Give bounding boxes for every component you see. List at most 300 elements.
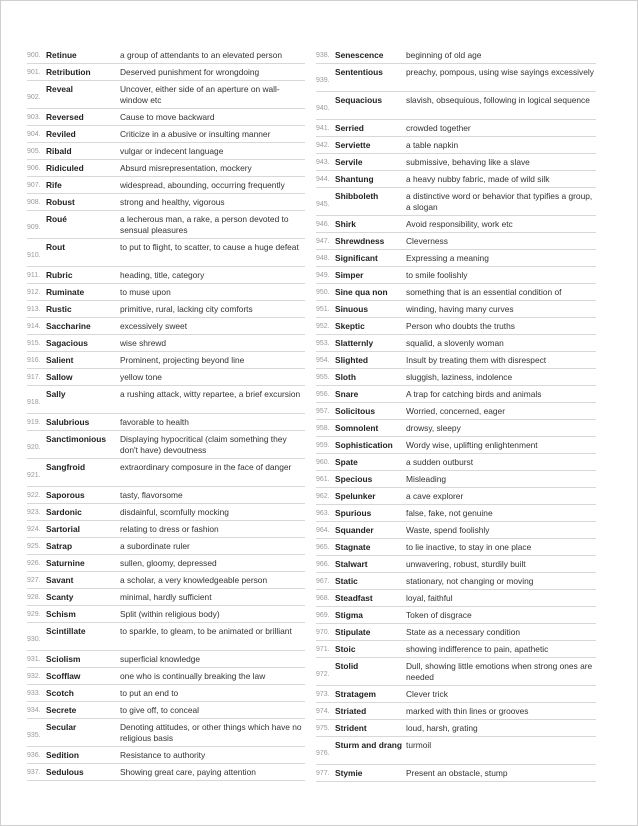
glossary-row xyxy=(316,250,596,267)
entry-word: Robust xyxy=(46,197,75,207)
glossary-row xyxy=(27,239,305,267)
entry-number: 961. xyxy=(316,476,330,483)
glossary-row xyxy=(316,284,596,301)
entry-definition: to put to flight, to scatter, to cause a huge defeat xyxy=(120,242,299,252)
glossary-row xyxy=(316,188,596,216)
glossary-row xyxy=(27,284,305,301)
entry-word: Stipulate xyxy=(335,627,371,637)
glossary-row xyxy=(27,459,305,487)
entry-word: Static xyxy=(335,576,358,586)
entry-number: 909. xyxy=(27,224,41,231)
entry-definition: Clever trick xyxy=(406,689,448,699)
entry-word: Shirk xyxy=(335,219,356,229)
entry-definition: something that is an essential condition of xyxy=(406,287,562,297)
entry-word: Secrete xyxy=(46,705,77,715)
glossary-row xyxy=(316,686,596,703)
entry-definition: crowded together xyxy=(406,123,471,133)
entry-definition: slavish, obsequious, following in logical sequence xyxy=(406,95,590,105)
entry-number: 940. xyxy=(316,105,330,112)
entry-word: Skeptic xyxy=(335,321,365,331)
entry-word: Shibboleth xyxy=(335,191,379,201)
entry-word: Sententious xyxy=(335,67,383,77)
glossary-row xyxy=(27,589,305,606)
glossary-row xyxy=(316,573,596,590)
entry-number: 947. xyxy=(316,238,330,245)
entry-number: 941. xyxy=(316,125,330,132)
entry-definition: showing indifference to pain, apathetic xyxy=(406,644,549,654)
entry-definition: Split (within religious body) xyxy=(120,609,220,619)
entry-number: 946. xyxy=(316,221,330,228)
entry-definition: widespread, abounding, occurring frequently xyxy=(120,180,285,190)
glossary-row xyxy=(316,369,596,386)
entry-word: Rubric xyxy=(46,270,73,280)
entry-number: 916. xyxy=(27,357,41,364)
entry-word: Sedulous xyxy=(46,767,84,777)
entry-word: Shrewdness xyxy=(335,236,385,246)
entry-definition: beginning of old age xyxy=(406,50,482,60)
glossary-row xyxy=(27,538,305,555)
glossary-row xyxy=(316,154,596,171)
glossary-row xyxy=(27,668,305,685)
glossary-row xyxy=(27,267,305,284)
entry-word: Stratagem xyxy=(335,689,376,699)
entry-word: Scotch xyxy=(46,688,74,698)
entry-definition: stationary, not changing or moving xyxy=(406,576,534,586)
glossary-row xyxy=(27,487,305,504)
entry-definition: loud, harsh, grating xyxy=(406,723,478,733)
entry-word: Sallow xyxy=(46,372,73,382)
entry-number: 904. xyxy=(27,131,41,138)
glossary-row xyxy=(316,607,596,624)
entry-number: 960. xyxy=(316,459,330,466)
entry-definition: submissive, behaving like a slave xyxy=(406,157,530,167)
entry-number: 914. xyxy=(27,323,41,330)
glossary-row xyxy=(316,403,596,420)
entry-number: 900. xyxy=(27,52,41,59)
entry-definition: a lecherous man, a rake, a person devoted to sensual pleasures xyxy=(120,214,289,235)
entry-definition: drowsy, sleepy xyxy=(406,423,461,433)
entry-word: Senescence xyxy=(335,50,384,60)
entry-number: 903. xyxy=(27,114,41,121)
entry-definition: favorable to health xyxy=(120,417,189,427)
entry-number: 911. xyxy=(27,272,41,279)
entry-number: 930. xyxy=(27,636,41,643)
entry-definition: a group of attendants to an elevated person xyxy=(120,50,283,60)
entry-number: 905. xyxy=(27,148,41,155)
entry-definition: minimal, hardly sufficient xyxy=(120,592,212,602)
entry-word: Sciolism xyxy=(46,654,81,664)
entry-number: 936. xyxy=(27,752,41,759)
entry-word: Servile xyxy=(335,157,363,167)
entry-definition: Wordy wise, uplifting enlightenment xyxy=(406,440,538,450)
entry-word: Slighted xyxy=(335,355,369,365)
glossary-row xyxy=(316,556,596,573)
entry-definition: loyal, faithful xyxy=(406,593,453,603)
entry-definition: to lie inactive, to stay in one place xyxy=(406,542,532,552)
entry-definition: false, fake, not genuine xyxy=(406,508,493,518)
entry-number: 957. xyxy=(316,408,330,415)
entry-word: Reversed xyxy=(46,112,84,122)
glossary-row xyxy=(27,555,305,572)
entry-definition: heading, title, category xyxy=(120,270,205,280)
entry-definition: yellow tone xyxy=(120,372,162,382)
glossary-row xyxy=(27,521,305,538)
entry-number: 932. xyxy=(27,673,41,680)
entry-word: Sine qua non xyxy=(335,287,388,297)
entry-number: 933. xyxy=(27,690,41,697)
glossary-row xyxy=(27,719,305,747)
entry-word: Specious xyxy=(335,474,373,484)
glossary-row xyxy=(316,590,596,607)
entry-definition: Dull, showing little emotions when strong ones are needed xyxy=(406,661,593,682)
entry-word: Sequacious xyxy=(335,95,383,105)
entry-word: Ruminate xyxy=(46,287,85,297)
entry-word: Stagnate xyxy=(335,542,371,552)
entry-word: Ridiculed xyxy=(46,163,84,173)
entry-number: 917. xyxy=(27,374,41,381)
entry-number: 934. xyxy=(27,707,41,714)
entry-word: Stigma xyxy=(335,610,363,620)
entry-word: Serried xyxy=(335,123,364,133)
glossary-row xyxy=(316,233,596,250)
entry-word: Sturm and drang xyxy=(335,740,403,750)
glossary-row xyxy=(27,764,305,781)
entry-number: 910. xyxy=(27,252,41,259)
entry-word: Reveal xyxy=(46,84,74,94)
entry-word: Stymie xyxy=(335,768,363,778)
glossary-row xyxy=(316,335,596,352)
glossary-row xyxy=(27,685,305,702)
entry-word: Sartorial xyxy=(46,524,80,534)
glossary-row xyxy=(27,606,305,623)
entry-definition: wise shrewd xyxy=(120,338,167,348)
glossary-row xyxy=(316,720,596,737)
glossary-row xyxy=(316,386,596,403)
entry-definition: Absurd misrepresentation, mockery xyxy=(120,163,252,173)
entry-number: 976. xyxy=(316,750,330,757)
entry-number: 906. xyxy=(27,165,41,172)
entry-number: 937. xyxy=(27,769,41,776)
glossary-row xyxy=(316,301,596,318)
entry-definition: Deserved punishment for wrongdoing xyxy=(120,67,260,77)
entry-number: 918. xyxy=(27,399,41,406)
entry-word: Reviled xyxy=(46,129,76,139)
glossary-row xyxy=(27,194,305,211)
entry-word: Rustic xyxy=(46,304,72,314)
entry-definition: Uncover, either side of an aperture on wall-window etc xyxy=(120,84,280,105)
entry-definition: Resistance to authority xyxy=(120,750,206,760)
glossary-row xyxy=(316,120,596,137)
entry-number: 945. xyxy=(316,201,330,208)
glossary-row xyxy=(27,369,305,386)
entry-definition: extraordinary composure in the face of danger xyxy=(120,462,292,472)
entry-word: Snare xyxy=(335,389,359,399)
entry-number: 928. xyxy=(27,594,41,601)
entry-definition: Showing great care, paying attention xyxy=(120,767,256,777)
entry-word: Schism xyxy=(46,609,76,619)
entry-number: 921. xyxy=(27,472,41,479)
entry-definition: a subordinate ruler xyxy=(120,541,190,551)
entry-definition: a sudden outburst xyxy=(406,457,474,467)
entry-number: 920. xyxy=(27,444,41,451)
glossary-row xyxy=(27,414,305,431)
entry-number: 927. xyxy=(27,577,41,584)
entry-word: Savant xyxy=(46,575,74,585)
glossary-row xyxy=(316,92,596,120)
entry-number: 938. xyxy=(316,52,330,59)
entry-number: 907. xyxy=(27,182,41,189)
glossary-row xyxy=(316,64,596,92)
entry-definition: disdainful, scornfully mocking xyxy=(120,507,229,517)
entry-number: 942. xyxy=(316,142,330,149)
entry-definition: Token of disgrace xyxy=(406,610,472,620)
entry-word: Retribution xyxy=(46,67,91,77)
glossary-row xyxy=(316,505,596,522)
entry-word: Sardonic xyxy=(46,507,82,517)
entry-number: 929. xyxy=(27,611,41,618)
glossary-row xyxy=(316,47,596,64)
glossary-row xyxy=(316,318,596,335)
entry-word: Sagacious xyxy=(46,338,88,348)
entry-word: Roué xyxy=(46,214,67,224)
entry-number: 908. xyxy=(27,199,41,206)
glossary-row xyxy=(316,765,596,782)
entry-number: 922. xyxy=(27,492,41,499)
entry-number: 931. xyxy=(27,656,41,663)
entry-word: Rout xyxy=(46,242,66,252)
entry-word: Sinuous xyxy=(335,304,369,314)
entry-number: 959. xyxy=(316,442,330,449)
glossary-row xyxy=(27,702,305,719)
entry-word: Spelunker xyxy=(335,491,376,501)
glossary-row xyxy=(27,386,305,414)
entry-word: Salubrious xyxy=(46,417,90,427)
entry-word: Serviette xyxy=(335,140,371,150)
entry-definition: Misleading xyxy=(406,474,447,484)
glossary-row xyxy=(316,737,596,765)
glossary-row xyxy=(27,352,305,369)
entry-number: 950. xyxy=(316,289,330,296)
glossary-row xyxy=(316,420,596,437)
entry-definition: Avoid responsibility, work etc xyxy=(406,219,513,229)
entry-definition: a table napkin xyxy=(406,140,459,150)
entry-definition: Expressing a meaning xyxy=(406,253,489,263)
entry-word: Scanty xyxy=(46,592,74,602)
entry-word: Strident xyxy=(335,723,367,733)
glossary-row xyxy=(27,301,305,318)
entry-definition: sluggish, laziness, indolence xyxy=(406,372,513,382)
entry-definition: Prominent, projecting beyond line xyxy=(120,355,245,365)
entry-word: Sloth xyxy=(335,372,356,382)
glossary-row xyxy=(316,454,596,471)
entry-word: Squander xyxy=(335,525,374,535)
entry-number: 971. xyxy=(316,646,330,653)
entry-number: 973. xyxy=(316,691,330,698)
entry-number: 963. xyxy=(316,510,330,517)
entry-word: Striated xyxy=(335,706,367,716)
glossary-row xyxy=(316,539,596,556)
entry-number: 919. xyxy=(27,419,41,426)
entry-number: 975. xyxy=(316,725,330,732)
entry-number: 912. xyxy=(27,289,41,296)
entry-word: Sanctimonious xyxy=(46,434,107,444)
entry-word: Shantung xyxy=(335,174,374,184)
entry-word: Scofflaw xyxy=(46,671,81,681)
entry-definition: Cleverness xyxy=(406,236,448,246)
entry-number: 926. xyxy=(27,560,41,567)
glossary-row xyxy=(316,624,596,641)
entry-definition: primitive, rural, lacking city comforts xyxy=(120,304,253,314)
entry-word: Satrap xyxy=(46,541,73,551)
entry-definition: Worried, concerned, eager xyxy=(406,406,506,416)
entry-number: 913. xyxy=(27,306,41,313)
entry-definition: squalid, a slovenly woman xyxy=(406,338,504,348)
entry-word: Sangfroid xyxy=(46,462,86,472)
entry-definition: turmoil xyxy=(406,740,432,750)
glossary-row xyxy=(27,504,305,521)
entry-definition: Denoting attitudes, or other things which have no religious basis xyxy=(120,722,302,743)
glossary-row xyxy=(316,352,596,369)
entry-word: Ribald xyxy=(46,146,72,156)
entry-definition: Present an obstacle, stump xyxy=(406,768,508,778)
entry-number: 944. xyxy=(316,176,330,183)
glossary-row xyxy=(27,211,305,239)
entry-number: 964. xyxy=(316,527,330,534)
entry-word: Secular xyxy=(46,722,77,732)
entry-word: Stoic xyxy=(335,644,356,654)
entry-number: 967. xyxy=(316,578,330,585)
entry-number: 972. xyxy=(316,671,330,678)
glossary-row xyxy=(27,160,305,177)
glossary-row xyxy=(27,109,305,126)
entry-definition: strong and healthy, vigorous xyxy=(120,197,225,207)
entry-word: Saturnine xyxy=(46,558,85,568)
glossary-row xyxy=(27,431,305,459)
entry-word: Sophistication xyxy=(335,440,393,450)
entry-number: 954. xyxy=(316,357,330,364)
entry-word: Rife xyxy=(46,180,62,190)
glossary-row xyxy=(316,471,596,488)
entry-number: 935. xyxy=(27,732,41,739)
entry-definition: Person who doubts the truths xyxy=(406,321,515,331)
entry-word: Somnolent xyxy=(335,423,379,433)
entry-word: Stolid xyxy=(335,661,359,671)
entry-number: 968. xyxy=(316,595,330,602)
entry-definition: Criticize in a abusive or insulting manner xyxy=(120,129,271,139)
entry-word: Stalwart xyxy=(335,559,368,569)
glossary-row xyxy=(27,81,305,109)
glossary-row xyxy=(27,47,305,64)
glossary-row xyxy=(27,747,305,764)
entry-definition: preachy, pompous, using wise sayings excessively xyxy=(406,67,594,77)
entry-number: 965. xyxy=(316,544,330,551)
entry-definition: excessively sweet xyxy=(120,321,188,331)
entry-definition: a distinctive word or behavior that typifies a group, a slogan xyxy=(406,191,593,212)
entry-word: Solicitous xyxy=(335,406,376,416)
entry-word: Steadfast xyxy=(335,593,373,603)
entry-word: Sedition xyxy=(46,750,80,760)
entry-number: 951. xyxy=(316,306,330,313)
entry-definition: Insult by treating them with disrespect xyxy=(406,355,547,365)
glossary-row xyxy=(316,658,596,686)
glossary-row xyxy=(316,522,596,539)
glossary-row xyxy=(316,171,596,188)
entry-number: 902. xyxy=(27,94,41,101)
entry-word: Spurious xyxy=(335,508,372,518)
entry-number: 977. xyxy=(316,770,330,777)
entry-number: 952. xyxy=(316,323,330,330)
entry-number: 925. xyxy=(27,543,41,550)
entry-definition: superficial knowledge xyxy=(120,654,201,664)
entry-word: Slatternly xyxy=(335,338,374,348)
entry-definition: Cause to move backward xyxy=(120,112,215,122)
entry-number: 901. xyxy=(27,69,41,76)
entry-definition: to muse upon xyxy=(120,287,171,297)
entry-number: 915. xyxy=(27,340,41,347)
entry-word: Significant xyxy=(335,253,378,263)
entry-word: Spate xyxy=(335,457,358,467)
entry-number: 956. xyxy=(316,391,330,398)
entry-definition: marked with thin lines or grooves xyxy=(406,706,529,716)
glossary-row xyxy=(316,641,596,658)
entry-number: 970. xyxy=(316,629,330,636)
entry-number: 969. xyxy=(316,612,330,619)
entry-definition: to put an end to xyxy=(120,688,179,698)
glossary-row xyxy=(27,64,305,81)
entry-number: 958. xyxy=(316,425,330,432)
entry-word: Saporous xyxy=(46,490,85,500)
entry-number: 962. xyxy=(316,493,330,500)
entry-definition: Waste, spend foolishly xyxy=(406,525,490,535)
glossary-row xyxy=(316,216,596,233)
entry-definition: winding, having many curves xyxy=(406,304,514,314)
entry-number: 923. xyxy=(27,509,41,516)
glossary-row xyxy=(316,267,596,284)
entry-number: 949. xyxy=(316,272,330,279)
entry-definition: to smile foolishly xyxy=(406,270,468,280)
entry-definition: a scholar, a very knowledgeable person xyxy=(120,575,268,585)
entry-definition: A trap for catching birds and animals xyxy=(406,389,542,399)
glossary-row xyxy=(27,335,305,352)
entry-definition: a heavy nubby fabric, made of wild silk xyxy=(406,174,550,184)
glossary-row xyxy=(27,318,305,335)
entry-number: 966. xyxy=(316,561,330,568)
entry-definition: one who is continually breaking the law xyxy=(120,671,266,681)
entry-definition: Displaying hypocritical (claim something they don't have) devoutness xyxy=(120,434,287,455)
entry-definition: to give off, to conceal xyxy=(120,705,199,715)
entry-word: Retinue xyxy=(46,50,77,60)
right-column xyxy=(316,47,596,782)
entry-definition: tasty, flavorsome xyxy=(120,490,183,500)
entry-definition: relating to dress or fashion xyxy=(120,524,219,534)
entry-word: Saccharine xyxy=(46,321,91,331)
glossary-row xyxy=(27,143,305,160)
entry-number: 955. xyxy=(316,374,330,381)
entry-word: Simper xyxy=(335,270,364,280)
glossary-row xyxy=(316,488,596,505)
entry-definition: to sparkle, to gleam, to be animated or brilliant xyxy=(120,626,292,636)
entry-definition: State as a necessary condition xyxy=(406,627,521,637)
entry-definition: vulgar or indecent language xyxy=(120,146,224,156)
left-column xyxy=(27,47,305,781)
entry-definition: a cave explorer xyxy=(406,491,464,501)
entry-definition: unwavering, robust, sturdily built xyxy=(406,559,526,569)
entry-definition: a rushing attack, witty repartee, a brief excursion xyxy=(120,389,301,399)
glossary-row xyxy=(27,572,305,589)
entry-definition: sullen, gloomy, depressed xyxy=(120,558,217,568)
glossary-row xyxy=(27,623,305,651)
glossary-row xyxy=(316,703,596,720)
